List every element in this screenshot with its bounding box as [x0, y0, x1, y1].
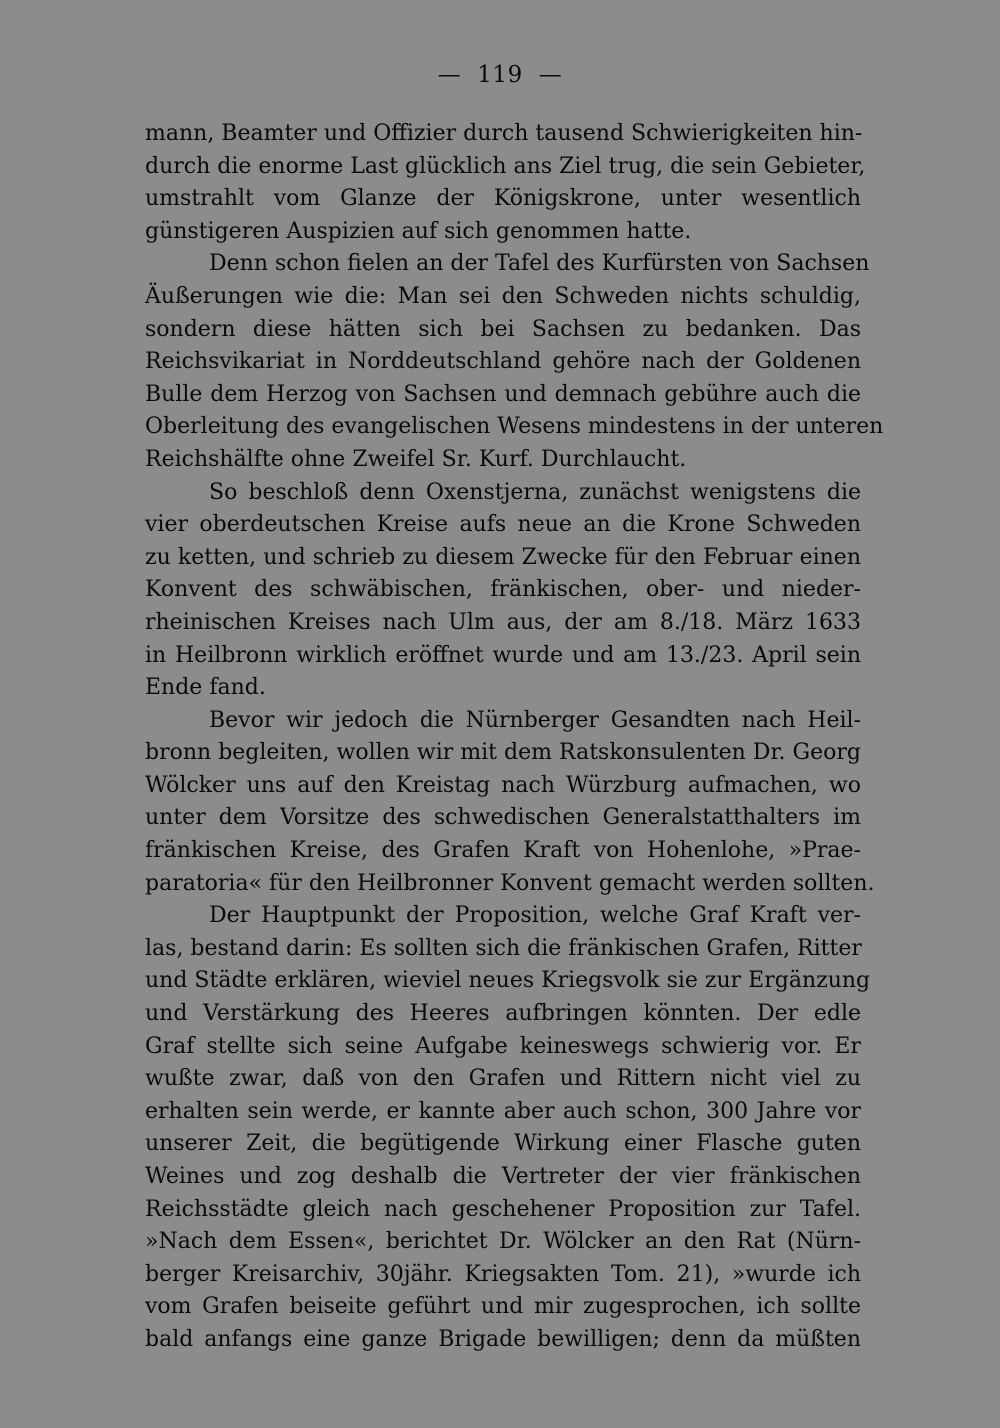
- body-text: [145, 118, 884, 1357]
- text-line: rheinischen Kreises nach Ulm aus, der am 8./18. März 1633: [145, 609, 861, 635]
- page-number-dash-left: —: [437, 62, 462, 88]
- text-line: durch die enorme Last glücklich ans Ziel trug, die sein Gebieter,: [145, 153, 866, 179]
- text-line: Reichsstädte gleich nach geschehener Proposition zur Tafel.: [145, 1196, 861, 1222]
- text-line: und Verstärkung des Heeres aufbringen könnten. Der edle: [145, 1001, 861, 1027]
- text-line: Reichsvikariat in Norddeutschland gehöre nach der Goldenen: [145, 349, 861, 375]
- text-line: zu ketten, und schrieb zu diesem Zwecke für den Februar einen: [145, 544, 861, 570]
- text-line: Konvent des schwäbischen, fränkischen, ober- und nieder-: [145, 577, 861, 603]
- text-line: Oberleitung des evangelischen Wesens mindestens in der unteren: [145, 414, 884, 440]
- text-line: berger Kreisarchiv, 30jähr. Kriegsakten Tom. 21), »wurde ich: [145, 1261, 861, 1287]
- text-line: las, bestand darin: Es sollten sich die fränkischen Grafen, Ritter: [145, 935, 862, 961]
- text-line: mann, Beamter und Offizier durch tausend Schwierigkeiten hin-: [145, 121, 863, 146]
- text-line: unserer Zeit, die begütigende Wirkung einer Flasche guten: [145, 1131, 861, 1157]
- text-line: So beschloß denn Oxenstjerna, zunächst wenigstens die: [209, 479, 861, 505]
- text-line: bald anfangs eine ganze Brigade bewilligen; denn da müßten: [145, 1326, 861, 1352]
- text-line: in Heilbronn wirklich eröffnet wurde und am 13./23. April sein: [145, 642, 861, 668]
- text-line: und Städte erklären, wieviel neues Kriegsvolk sie zur Ergänzung: [145, 968, 871, 994]
- text-line: »Nach dem Essen«, berichtet Dr. Wölcker an den Rat (Nürn-: [145, 1229, 861, 1255]
- page-number-dash-right: —: [538, 62, 563, 88]
- text-line: sondern diese hätten sich bei Sachsen zu bedanken. Das: [145, 316, 861, 342]
- text-line: bronn begleiten, wollen wir mit dem Ratskonsulenten Dr. Georg: [145, 740, 861, 766]
- text-line: Ende fand.: [145, 675, 266, 701]
- text-line: Bevor wir jedoch die Nürnberger Gesandten nach Heil-: [209, 707, 861, 733]
- page-number: [0, 62, 1000, 88]
- text-line: unter dem Vorsitze des schwedischen Generalstatthalters im: [145, 805, 861, 831]
- text-line: Denn schon fielen an der Tafel des Kurfürsten von Sachsen: [209, 251, 870, 277]
- text-line: wußte zwar, daß von den Grafen und Rittern nicht viel zu: [145, 1066, 861, 1092]
- text-line: Äußerungen wie die: Man sei den Schweden nichts schuldig,: [145, 283, 861, 309]
- text-line: Reichshälfte ohne Zweifel Sr. Kurf. Durchlaucht.: [145, 446, 687, 472]
- text-line: Wölcker uns auf den Kreistag nach Würzburg aufmachen, wo: [145, 772, 861, 798]
- text-line: erhalten sein werde, er kannte aber auch schon, 300 Jahre vor: [145, 1098, 861, 1124]
- text-line: fränkischen Kreise, des Grafen Kraft von Hohenlohe, »Prae-: [145, 838, 861, 864]
- text-line: Graf stellte sich seine Aufgabe keineswegs schwierig vor. Er: [145, 1033, 861, 1059]
- text-line: Bulle dem Herzog von Sachsen und demnach gebühre auch die: [145, 381, 861, 407]
- text-line: paratoria« für den Heilbronner Konvent gemacht werden sollten.: [145, 870, 875, 896]
- text-line: Weines und zog deshalb die Vertreter der vier fränkischen: [145, 1164, 861, 1189]
- page-number-value: 119: [477, 62, 523, 88]
- text-line: günstigeren Auspizien auf sich genommen hatte.: [145, 218, 692, 244]
- text-line: Der Hauptpunkt der Proposition, welche Graf Kraft ver-: [209, 903, 861, 929]
- text-line: vom Grafen beiseite geführt und mir zugesprochen, ich sollte: [145, 1294, 861, 1320]
- text-line: vier oberdeutschen Kreise aufs neue an die Krone Schweden: [145, 512, 861, 538]
- text-line: umstrahlt vom Glanze der Königskrone, unter wesentlich: [145, 186, 861, 212]
